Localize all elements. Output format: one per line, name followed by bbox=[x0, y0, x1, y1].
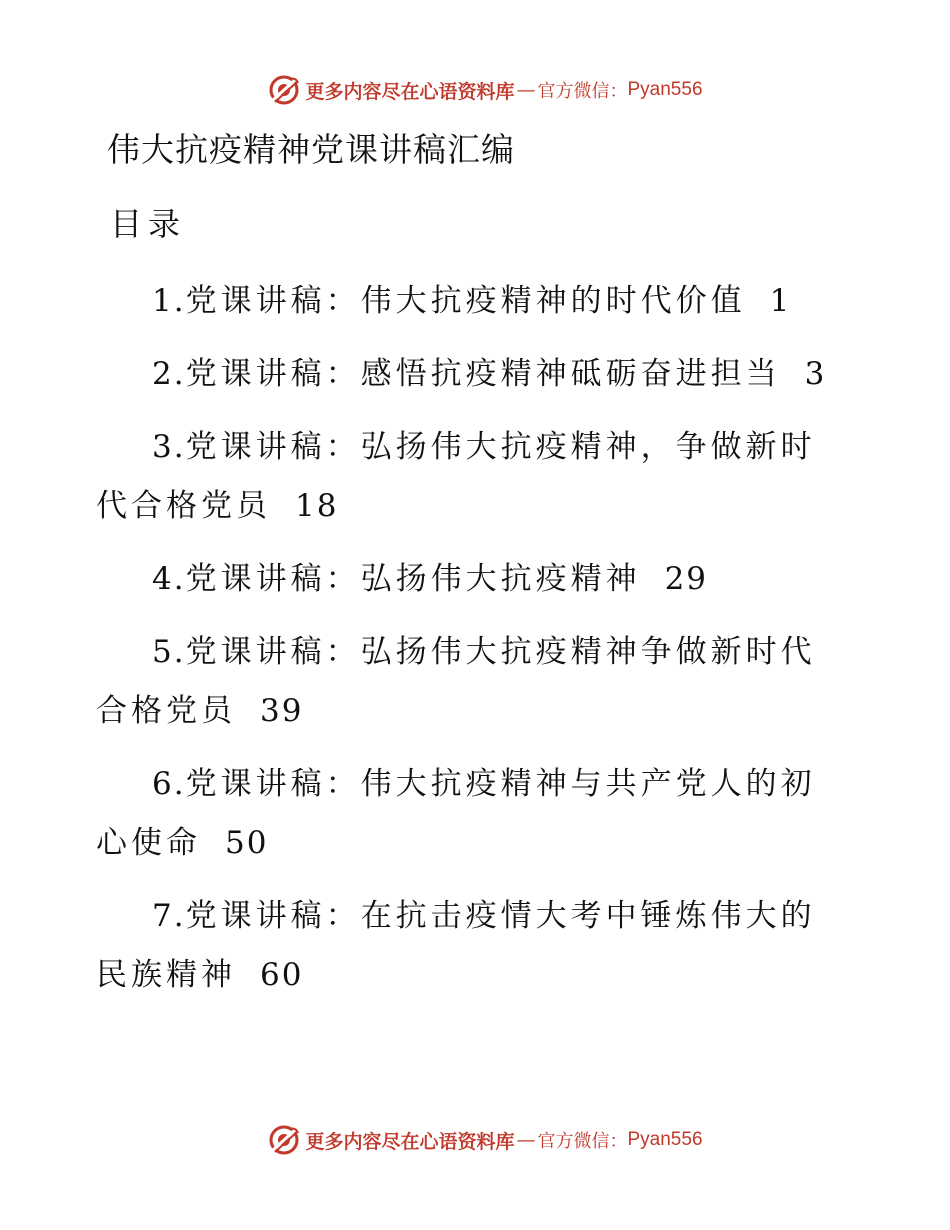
toc-item bbox=[96, 623, 844, 741]
watermark-logo-icon bbox=[267, 1123, 301, 1157]
toc-item-page: 3 bbox=[804, 356, 827, 392]
toc-item-text: 党课讲稿：伟大抗疫精神与共产党人的初心使命 bbox=[96, 766, 816, 861]
watermark-logo-icon bbox=[267, 73, 301, 107]
toc-item bbox=[96, 755, 844, 873]
document-title: 伟大抗疫精神党课讲稿汇编 bbox=[107, 130, 515, 169]
watermark-dash: — bbox=[516, 79, 536, 101]
toc-item-text: 党课讲稿：在抗击疫情大考中锤炼伟大的民族精神 bbox=[96, 898, 816, 993]
toc-item-page: 50 bbox=[225, 825, 269, 861]
toc-item bbox=[96, 272, 844, 331]
table-of-contents bbox=[96, 272, 844, 1019]
toc-item-text: 党课讲稿：弘扬伟大抗疫精神争做新时代合格党员 bbox=[96, 634, 816, 729]
toc-item bbox=[96, 345, 844, 404]
toc-item-page: 39 bbox=[260, 693, 304, 729]
toc-item-number: 3. bbox=[152, 429, 186, 465]
watermark-dash: — bbox=[516, 1129, 536, 1151]
toc-item-page: 60 bbox=[260, 957, 304, 993]
toc-item-number: 6. bbox=[152, 766, 186, 802]
toc-item-text: 党课讲稿：伟大抗疫精神的时代价值 bbox=[185, 283, 746, 319]
header-watermark bbox=[0, 70, 950, 110]
toc-item-number: 4. bbox=[152, 561, 186, 597]
toc-item-number: 2. bbox=[152, 356, 186, 392]
toc-item-text: 党课讲稿：弘扬伟大抗疫精神 bbox=[185, 561, 641, 597]
toc-item-page: 29 bbox=[664, 561, 709, 597]
watermark-wechat-label: 官方微信： bbox=[537, 1131, 628, 1152]
toc-item-text: 党课讲稿：弘扬伟大抗疫精神，争做新时代合格党员 bbox=[96, 429, 816, 524]
toc-item-number: 7. bbox=[152, 898, 186, 934]
toc-item-page: 1 bbox=[769, 283, 792, 319]
watermark-wechat-id: Pyan556 bbox=[627, 1129, 703, 1150]
watermark-wechat-label: 官方微信： bbox=[537, 81, 628, 102]
toc-heading: 目录 bbox=[110, 205, 187, 243]
watermark-text: 更多内容尽在心语资料库 bbox=[305, 80, 515, 103]
toc-item-text: 党课讲稿：感悟抗疫精神砥砺奋进担当 bbox=[185, 356, 781, 392]
footer-watermark bbox=[0, 1120, 950, 1160]
toc-item bbox=[96, 418, 844, 536]
toc-item-number: 5. bbox=[152, 634, 186, 670]
toc-item-number: 1. bbox=[152, 283, 186, 319]
watermark-wechat-id: Pyan556 bbox=[627, 79, 703, 100]
toc-item-page: 18 bbox=[295, 488, 339, 524]
toc-item bbox=[96, 887, 844, 1005]
toc-item bbox=[96, 550, 844, 609]
watermark-text: 更多内容尽在心语资料库 bbox=[305, 1130, 515, 1153]
